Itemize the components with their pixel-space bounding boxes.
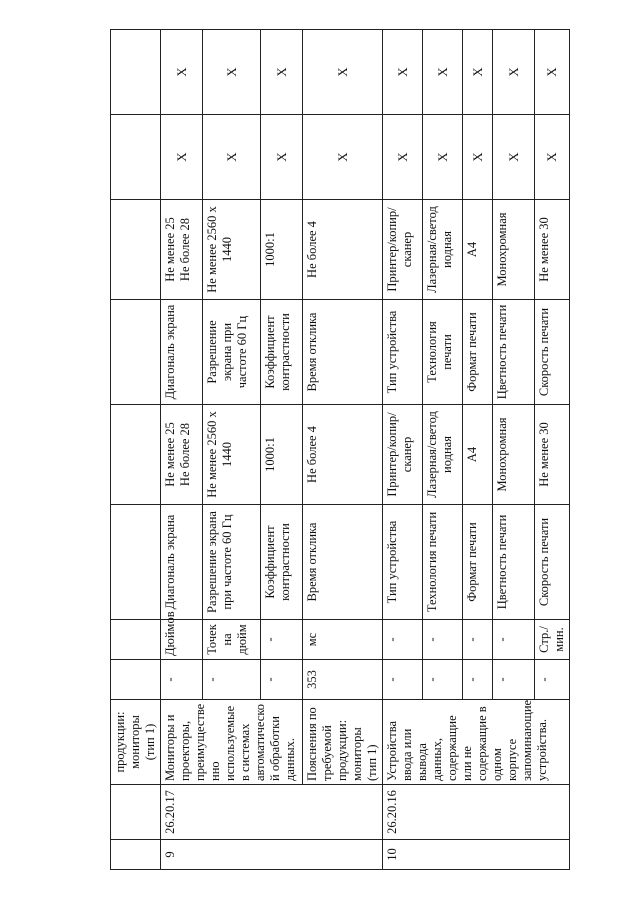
characteristic-2: Время отклика (303, 300, 383, 405)
value-2: 1000:1 (261, 200, 303, 300)
value-2: Монохромная (493, 200, 535, 300)
empty-cell (111, 840, 161, 870)
unit-name: Дюймов (161, 620, 203, 660)
characteristic-2: Диагональ экрана (161, 300, 203, 405)
x-mark: X (535, 30, 570, 115)
okei-code: - (535, 660, 570, 700)
value-2: Не менее 30 (535, 200, 570, 300)
characteristic: Разрешение экрана при частоте 60 Гц (203, 505, 261, 620)
product-name: Устройства ввода или вывода данных, содержащие или не содержащие в одном корпусе запоминающие устройства. (383, 700, 570, 785)
value: Не менее 2560 x 1440 (203, 405, 261, 505)
x-mark: X (383, 30, 423, 115)
okei-code: - (203, 660, 261, 700)
characteristic-2: Формат печати (463, 300, 493, 405)
x-mark: X (423, 30, 463, 115)
characteristic-2: Тип устройства (383, 300, 423, 405)
x-mark: X (493, 115, 535, 200)
value-2: Принтер/копир/ сканер (383, 200, 423, 300)
row-number: 9 (161, 840, 383, 870)
x-mark: X (261, 115, 303, 200)
requirements-table (110, 29, 570, 870)
value: Лазерная/светод иодная (423, 405, 463, 505)
characteristic: Диагональ экрана (161, 505, 203, 620)
empty-cell (111, 200, 161, 300)
empty-cell (111, 30, 161, 115)
x-mark: X (203, 30, 261, 115)
okei-code: - (383, 660, 423, 700)
unit-name: Стр./мин. (535, 620, 570, 660)
okei-code: - (261, 660, 303, 700)
characteristic: Технология печати (423, 505, 463, 620)
characteristic-2: Разрешение экрана при частоте 60 Гц (203, 300, 261, 405)
characteristic-2: Технология печати (423, 300, 463, 405)
characteristic: Время отклика (303, 505, 383, 620)
unit-name: - (261, 620, 303, 660)
characteristic-2: Цветность печати (493, 300, 535, 405)
value: Не более 4 (303, 405, 383, 505)
x-mark: X (383, 115, 423, 200)
characteristic-2: Коэффициент контрастности (261, 300, 303, 405)
rotated-table-container (110, 30, 566, 870)
product-note: Пояснения по требуемой продукции: мониторы (тип 1) (303, 700, 383, 785)
empty-cell (111, 785, 161, 840)
characteristic: Скорость печати (535, 505, 570, 620)
characteristic: Цветность печати (493, 505, 535, 620)
okpd-code: 26.20.16 (383, 785, 570, 840)
table-row (303, 30, 383, 870)
okei-code: - (161, 660, 203, 700)
characteristic: Формат печати (463, 505, 493, 620)
x-mark: X (161, 115, 203, 200)
product-name: Мониторы и проекторы, преимуществе нно используемые в системах автоматическо й обработки данных. (161, 700, 303, 785)
value: Не менее 30 (535, 405, 570, 505)
empty-cell (111, 660, 161, 700)
value: Монохромная (493, 405, 535, 505)
x-mark: X (463, 30, 493, 115)
x-mark: X (261, 30, 303, 115)
unit-name: - (423, 620, 463, 660)
x-mark: X (463, 115, 493, 200)
empty-cell (111, 115, 161, 200)
okei-code: - (423, 660, 463, 700)
x-mark: X (203, 115, 261, 200)
x-mark: X (161, 30, 203, 115)
table-row (111, 30, 161, 870)
okpd-code: 26.20.17 (161, 785, 383, 840)
characteristic: Коэффициент контрастности (261, 505, 303, 620)
okei-code: 353 (303, 660, 383, 700)
unit-name: - (463, 620, 493, 660)
value: Принтер/копир/ сканер (383, 405, 423, 505)
unit-name: мс (303, 620, 383, 660)
characteristic: Тип устройства (383, 505, 423, 620)
empty-cell (111, 300, 161, 405)
table-row (161, 30, 203, 870)
unit-name: Точек на дюйм (203, 620, 261, 660)
empty-cell (111, 405, 161, 505)
value-2: А4 (463, 200, 493, 300)
okei-code: - (463, 660, 493, 700)
characteristic-2: Скорость печати (535, 300, 570, 405)
unit-name: - (383, 620, 423, 660)
unit-name: - (493, 620, 535, 660)
empty-cell (111, 505, 161, 620)
x-mark: X (423, 115, 463, 200)
table-row (383, 30, 423, 870)
empty-cell (111, 620, 161, 660)
row-number: 10 (383, 840, 570, 870)
value-2: Лазерная/светод иодная (423, 200, 463, 300)
value-2: Не менее 25 Не более 28 (161, 200, 203, 300)
x-mark: X (493, 30, 535, 115)
value-2: Не более 4 (303, 200, 383, 300)
value: А4 (463, 405, 493, 505)
value-2: Не менее 2560 x 1440 (203, 200, 261, 300)
product-continuation: продукции: мониторы (тип 1) (111, 700, 161, 785)
x-mark: X (303, 115, 383, 200)
value: Не менее 25 Не более 28 (161, 405, 203, 505)
value: 1000:1 (261, 405, 303, 505)
x-mark: X (535, 115, 570, 200)
okei-code: - (493, 660, 535, 700)
x-mark: X (303, 30, 383, 115)
